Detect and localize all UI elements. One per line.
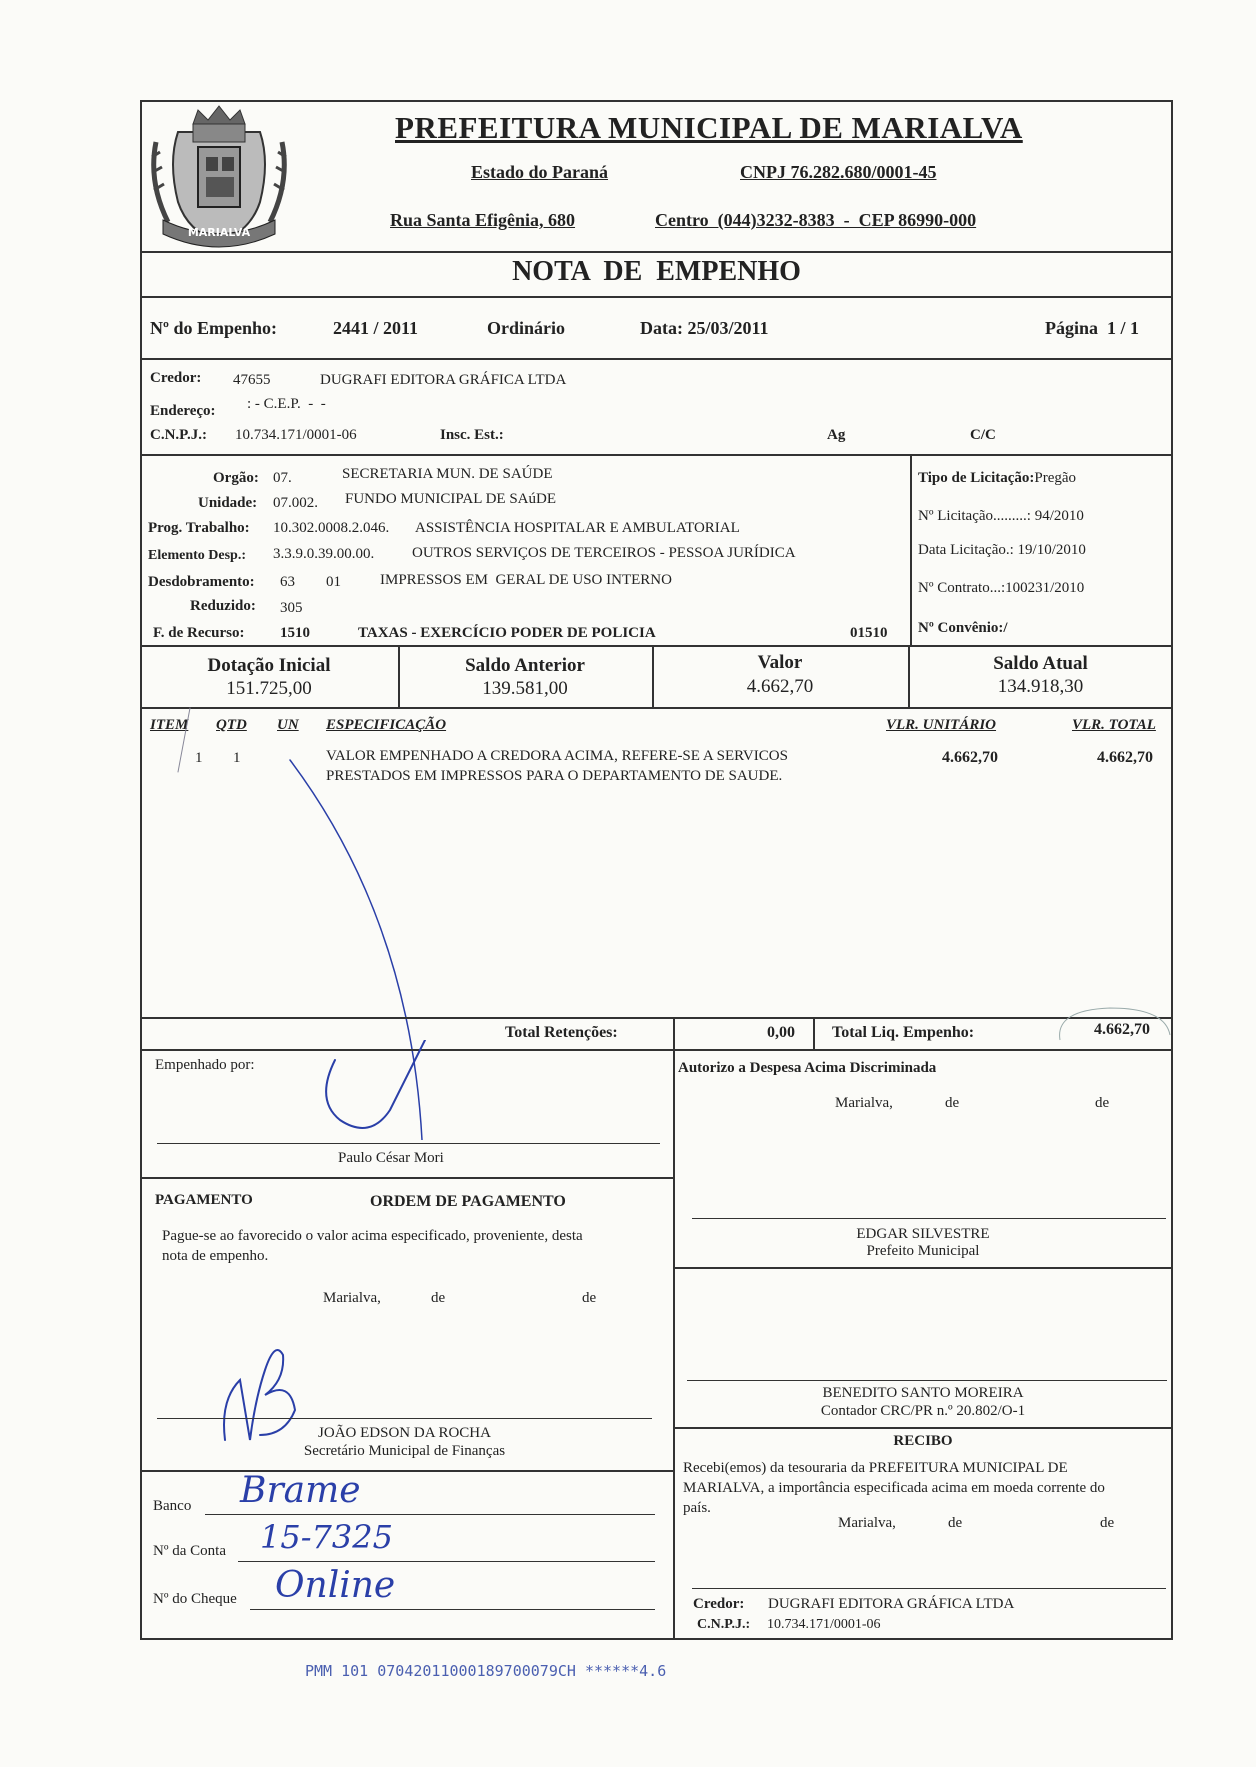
header-cnpj: CNPJ 76.282.680/0001-45: [740, 162, 937, 182]
autorizo-de1: de: [945, 1095, 960, 1111]
unidade-code: 07.002.: [273, 495, 318, 511]
credor-name: DUGRAFI EDITORA GRÁFICA LTDA: [320, 372, 567, 388]
banco-label: Banco: [153, 1498, 192, 1514]
recibo-text-line3: país.: [683, 1500, 711, 1516]
recurso-code2: 01510: [850, 625, 888, 641]
item-vlr-total: 4.662,70: [1097, 749, 1153, 766]
prog-code: 10.302.0008.2.046.: [273, 520, 390, 536]
recurso-name: TAXAS - EXERCÍCIO PODER DE POLICIA: [358, 625, 656, 641]
item-vlr-unitario: 4.662,70: [942, 749, 998, 766]
desdobramento-code1: 63: [280, 574, 295, 590]
ag-label: Ag: [827, 427, 846, 443]
credor-code: 47655: [233, 372, 271, 388]
recibo-cnpj-label: C.N.P.J.:: [697, 1617, 751, 1632]
pagamento-title: PAGAMENTO: [155, 1192, 253, 1208]
empenhado-label: Empenhado por:: [155, 1057, 255, 1073]
elemento-name: OUTROS SERVIÇOS DE TERCEIROS - PESSOA JURÍDICA: [412, 545, 796, 561]
item-number: 1: [195, 750, 203, 766]
endereco-label: Endereço:: [150, 403, 216, 419]
recibo-credor-label: Credor:: [693, 1596, 745, 1612]
autorizo-de2: de: [1095, 1095, 1110, 1111]
secretario-role: Secretário Municipal de Finanças: [303, 1443, 506, 1459]
recibo-de2: de: [1100, 1515, 1115, 1531]
recurso-code: 1510: [280, 625, 310, 641]
empenho-type: Ordinário: [487, 318, 566, 338]
credor-label: Credor:: [150, 370, 202, 386]
saldo-anterior-label: Saldo Anterior: [465, 655, 585, 676]
prog-name: ASSISTÊNCIA HOSPITALAR E AMBULATORIAL: [415, 520, 740, 536]
pagamento-de2: de: [582, 1290, 597, 1306]
pagamento-de1: de: [431, 1290, 446, 1306]
total-liq-label: Total Liq. Empenho:: [832, 1024, 975, 1041]
orgao-name: SECRETARIA MUN. DE SAÚDE: [342, 466, 553, 482]
autorizo-title: Autorizo a Despesa Acima Discriminada: [678, 1060, 937, 1076]
numero-licitacao: Nº Licitação.........: 94/2010: [918, 508, 1084, 524]
cheque-label: Nº do Cheque: [153, 1591, 237, 1607]
valor-label: Valor: [757, 652, 803, 673]
tipo-licitacao: Tipo de Licitação:Pregão: [918, 470, 1077, 486]
recibo-city: Marialva,: [838, 1515, 896, 1531]
col-item: ITEM: [150, 717, 189, 733]
prefeito-name: EDGAR SILVESTRE: [856, 1226, 990, 1242]
data-licitacao: Data Licitação.: 19/10/2010: [918, 542, 1086, 558]
numero-contrato: Nº Contrato...:100231/2010: [918, 580, 1085, 596]
pagamento-city: Marialva,: [323, 1290, 381, 1306]
numero-convenio: Nº Convênio:/: [918, 620, 1008, 636]
ordem-pagamento-title: ORDEM DE PAGAMENTO: [370, 1193, 566, 1210]
pagamento-text-line1: Pague-se ao favorecido o valor acima especificado, proveniente, desta: [162, 1228, 583, 1244]
orgao-code: 07.: [273, 470, 292, 486]
total-retencoes-value: 0,00: [767, 1024, 795, 1041]
recibo-title: RECIBO: [893, 1433, 953, 1449]
secretario-name: JOÃO EDSON DA ROCHA: [318, 1425, 491, 1441]
empenhado-name: Paulo César Mori: [338, 1150, 444, 1166]
pagamento-text-line2: nota de empenho.: [162, 1248, 269, 1264]
banco-handwritten: Brame: [240, 1470, 361, 1511]
col-vlr-unitario: VLR. UNITÁRIO: [886, 717, 997, 733]
total-liq-value: 4.662,70: [1094, 1021, 1150, 1038]
valor-value: 4.662,70: [746, 676, 814, 697]
saldo-dotacao-label: Dotação Inicial: [207, 655, 331, 676]
orgao-label: Orgão:: [213, 470, 259, 486]
col-vlr-total: VLR. TOTAL: [1072, 717, 1156, 733]
empenho-number: 2441 / 2011: [333, 318, 419, 338]
conta-handwritten: 15-7325: [260, 1518, 393, 1556]
page-indicator: Página 1 / 1: [1045, 318, 1140, 338]
cnpj-label: C.N.P.J.:: [150, 427, 207, 443]
elemento-code: 3.3.9.0.39.00.00.: [273, 546, 375, 562]
header-state: Estado do Paraná: [471, 162, 609, 182]
page-title: PREFEITURA MUNICIPAL DE MARIALVA: [395, 110, 1023, 145]
cheque-handwritten: Online: [275, 1565, 396, 1606]
col-un: UN: [277, 717, 299, 733]
crest-banner-text: MARIALVA: [187, 226, 251, 239]
saldo-atual-label: Saldo Atual: [993, 653, 1088, 674]
reduzido-value: 305: [280, 600, 303, 616]
recibo-text-line2: MARIALVA, a importância especificada acima em moeda corrente do: [683, 1480, 1105, 1496]
cc-label: C/C: [970, 427, 996, 443]
elemento-label: Elemento Desp.:: [148, 548, 246, 563]
desdobramento-label: Desdobramento:: [148, 574, 255, 590]
autorizo-city: Marialva,: [835, 1095, 893, 1111]
contador-role: Contador CRC/PR n.º 20.802/O-1: [820, 1403, 1026, 1419]
insc-label: Insc. Est.:: [440, 427, 504, 443]
marialva-crest-icon: [148, 102, 290, 252]
unidade-name: FUNDO MUNICIPAL DE SAúDE: [345, 491, 556, 507]
header-address: Rua Santa Efigênia, 680: [390, 210, 576, 230]
reduzido-label: Reduzido:: [190, 598, 256, 614]
col-especificacao: ESPECIFICAÇÃO: [326, 717, 447, 733]
desdobramento-name: IMPRESSOS EM GERAL DE USO INTERNO: [380, 572, 672, 588]
item-spec-line1: VALOR EMPENHADO A CREDORA ACIMA, REFERE-SE A SERVICOS: [326, 748, 788, 764]
footer-code: PMM 101 07042011000189700079CH ******4.6: [305, 1662, 667, 1680]
empenho-label: Nº do Empenho:: [150, 318, 277, 338]
unidade-label: Unidade:: [198, 495, 258, 511]
cnpj-value: 10.734.171/0001-06: [235, 427, 357, 443]
item-spec-line2: PRESTADOS EM IMPRESSOS PARA O DEPARTAMENTO DE SAUDE.: [326, 768, 783, 784]
total-retencoes-label: Total Retenções:: [505, 1024, 618, 1041]
endereco-value: : - C.E.P. - -: [247, 396, 326, 412]
recibo-cnpj-value: 10.734.171/0001-06: [767, 1617, 881, 1632]
pen-circle-mark: [1050, 1000, 1175, 1070]
saldo-anterior-value: 139.581,00: [482, 678, 568, 699]
document-title: NOTA DE EMPENHO: [512, 256, 801, 287]
desdobramento-code2: 01: [326, 574, 341, 590]
saldo-dotacao-value: 151.725,00: [226, 678, 312, 699]
saldo-atual-value: 134.918,30: [997, 676, 1084, 697]
recibo-credor-name: DUGRAFI EDITORA GRÁFICA LTDA: [768, 1596, 1015, 1612]
recibo-text-line1: Recebi(emos) da tesouraria da PREFEITURA MUNICIPAL DE: [683, 1460, 1068, 1476]
conta-label: Nº da Conta: [153, 1543, 226, 1559]
empenho-date: Data: 25/03/2011: [640, 318, 769, 338]
contador-name: BENEDITO SANTO MOREIRA: [822, 1385, 1024, 1401]
prog-label: Prog. Trabalho:: [148, 520, 250, 536]
col-qtd: QTD: [216, 717, 247, 733]
prefeito-role: Prefeito Municipal: [866, 1243, 980, 1259]
header-contact: Centro (044)3232-8383 - CEP 86990-000: [655, 210, 977, 230]
item-qtd: 1: [233, 750, 241, 766]
recurso-label: F. de Recurso:: [153, 625, 245, 641]
recibo-de1: de: [948, 1515, 963, 1531]
